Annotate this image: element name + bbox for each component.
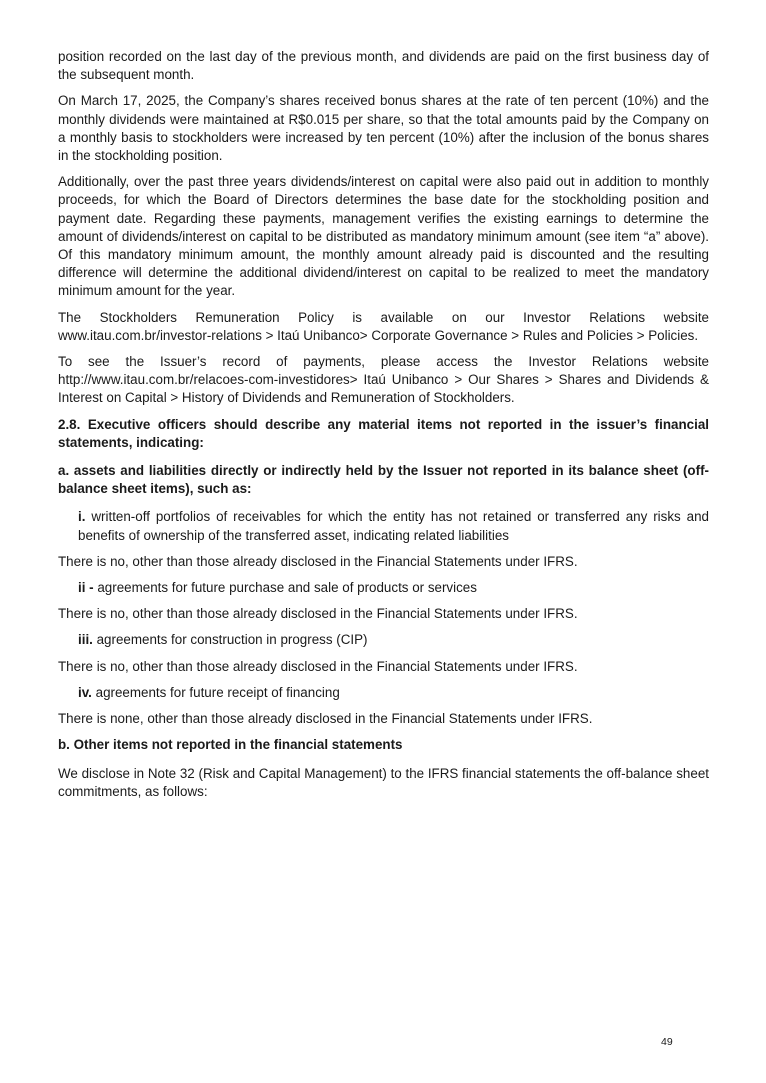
subitem-iv	[58, 684, 709, 702]
page-number: 49	[661, 1036, 673, 1048]
item-a-heading: a. assets and liabilities directly or indirectly held by the Issuer not reported in its balance sheet (off-balance sheet items), such as:	[58, 463, 709, 497]
subitem-iii	[58, 631, 709, 649]
paragraph-remuneration-policy: The Stockholders Remuneration Policy is available on our Investor Relations website www.itau.com.br/investor-relations > Itaú Unibanco> Corporate Governance > Rules and Policies > Policies.	[58, 309, 709, 343]
document-page	[58, 48, 709, 809]
subitem-iv-label: iv.	[78, 684, 92, 700]
subitem-iii-text: agreements for construction in progress (CIP)	[92, 632, 368, 648]
section-heading-2-8: 2.8. Executive officers should describe any material items not reported in the issuer’s financial statements, indicating:	[58, 416, 709, 450]
subitem-i-label: i.	[78, 509, 86, 525]
subitem-i	[58, 508, 709, 544]
subitem-iv-text: agreements for future receipt of financing	[91, 684, 340, 700]
paragraph-dividend-payment: position recorded on the last day of the previous month, and dividends are paid on the first business day of the subsequent month.	[58, 49, 709, 83]
paragraph-additional-dividends: Additionally, over the past three years dividends/interest on capital were also paid out in addition to monthly proceeds, for which the Board of Directors determines the base date for the stockholding position and payment date. Regarding these payments, management verifies the existing earnings to determine the amount of dividends/interest on capital to be distributed as mandatory minimum amount (see item “a” above). Of this mandatory minimum amount, the monthly amount already paid is discounted and the resulting difference will determine the additional dividend/interest on capital to be realized to meet the mandatory minimum amount for the year.	[58, 174, 709, 299]
subitem-iv-answer: There is none, other than those already disclosed in the Financial Statements under IFRS.	[58, 711, 593, 727]
subitem-ii-label: ii -	[78, 580, 94, 596]
subitem-iii-label: iii.	[78, 632, 93, 648]
subitem-ii	[58, 579, 709, 597]
item-b-text: We disclose in Note 32 (Risk and Capital Management) to the IFRS financial statements the off-balance sheet commitments, as follows:	[58, 765, 709, 799]
paragraph-payment-record: To see the Issuer’s record of payments, please access the Investor Relations website http://www.itau.com.br/relacoes-com-investidores> Itaú Unibanco > Our Shares > Shares and Dividends & Interest on Capital > History of Dividends and Remuneration of Stockholders.	[58, 354, 709, 406]
subitem-i-text: written-off portfolios of receivables for which the entity has not retained or transferred any risks and benefits of ownership of the transferred asset, indicating related liabilities	[78, 509, 709, 543]
item-b-heading: b. Other items not reported in the financial statements	[58, 737, 403, 753]
subitem-ii-text: agreements for future purchase and sale of products or services	[93, 580, 477, 596]
subitem-iii-answer: There is no, other than those already disclosed in the Financial Statements under IFRS.	[58, 658, 578, 674]
subitem-i-answer: There is no, other than those already disclosed in the Financial Statements under IFRS.	[58, 553, 578, 569]
paragraph-bonus-shares: On March 17, 2025, the Company’s shares received bonus shares at the rate of ten percent (10%) and the monthly dividends were maintained at R$0.015 per share, so that the total amounts paid by the Company on a monthly basis to stockholders were increased by ten percent (10%) after the inclusion of the bonus shares in the stockholding position.	[58, 93, 709, 164]
subitem-ii-answer: There is no, other than those already disclosed in the Financial Statements under IFRS.	[58, 606, 578, 622]
